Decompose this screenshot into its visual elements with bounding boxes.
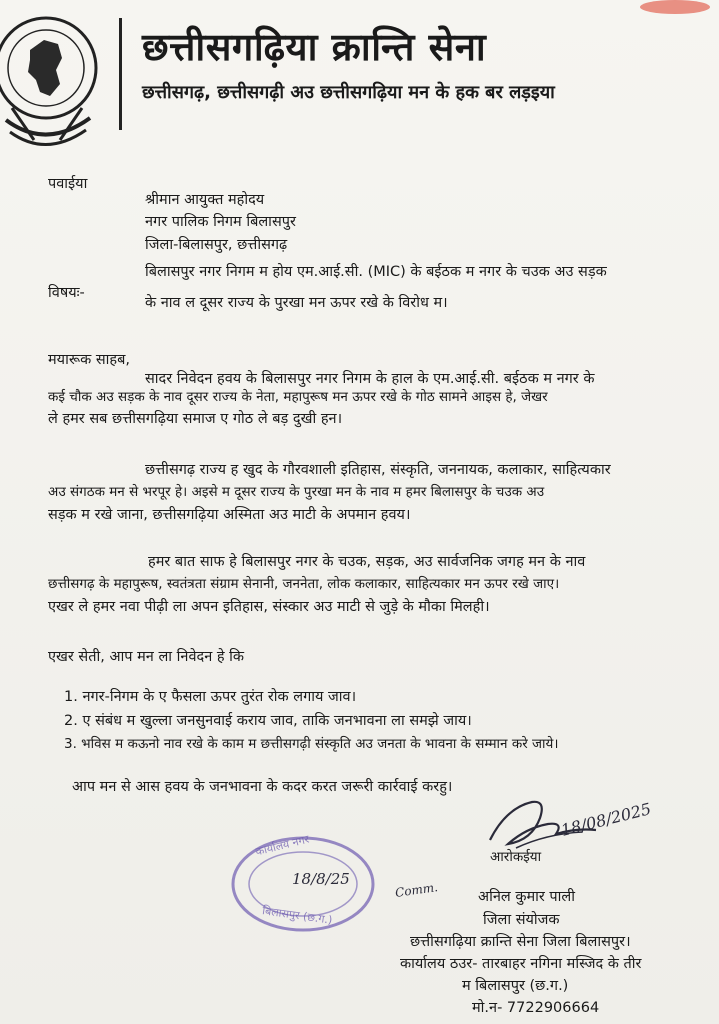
applicant-label: आरोकईया (490, 849, 542, 865)
scan-artifact (640, 0, 710, 14)
office-address: म बिलासपुर (छ.ग.) (462, 978, 569, 994)
recipient-line: श्रीमान आयुक्त महोदय (145, 192, 265, 208)
paragraph-line: कई चौक अउ सड़क के नाव दूसर राज्य के नेता, महापुरूष मन ऊपर रखे के गोठ सामने आइस हे, जेखर (48, 389, 548, 405)
signatory-designation: जिला संयोजक (483, 912, 560, 928)
recipient-line: जिला-बिलासपुर, छत्तीसगढ़ (145, 237, 288, 253)
office-address: कार्यालय ठउर- तारबाहर नगिना मस्जिद के तीर (400, 956, 642, 972)
paragraph-line: एखर ले हमर नवा पीढ़ी ला अपन इतिहास, संस्कार अउ माटी से जुड़े के मौका मिलही। (48, 599, 490, 615)
paragraph-line: सादर निवेदन हवय के बिलासपुर नगर निगम के हाल के एम.आई.सी. बईठक म नगर के (145, 371, 595, 387)
header-divider (119, 18, 122, 130)
salutation: मयारूक साहब, (48, 352, 130, 368)
demand-item: 2. ए संबंध म खुल्ला जनसुनवाई कराय जाव, ताकि जनभावना ला समझे जाय। (64, 713, 472, 729)
subject-label: विषयः- (48, 285, 85, 301)
recipient-line: नगर पालिक निगम बिलासपुर (145, 214, 296, 230)
subject-line: बिलासपुर नगर निगम म होय एम.आई.सी. (MIC) के बईठक म नगर के चउक अउ सड़क (145, 264, 607, 280)
signatory-name: अनिल कुमार पाली (478, 889, 576, 905)
signatory-organization: छत्तीसगढ़िया क्रान्ति सेना जिला बिलासपुर। (410, 934, 631, 950)
org-name: छत्तीसगढ़िया क्रान्ति सेना (142, 25, 487, 69)
org-tagline: छत्तीसगढ़, छत्तीसगढ़ी अउ छत्तीसगढ़िया मन के हक बर लड़इया (142, 82, 555, 103)
paragraph-line: अउ संगठक मन से भरपूर हे। अइसे म दूसर राज्य के पुरखा मन के नाव म हमर बिलासपुर के चउक अउ (48, 484, 545, 500)
request-intro: एखर सेती, आप मन ला निवेदन हे कि (48, 649, 245, 665)
signature-date: 18/08/2025 (558, 799, 654, 840)
phone-number: मो.न- 7722906664 (472, 1000, 600, 1016)
address-label: पवाईया (48, 176, 88, 192)
stamp-initials: Comm. (394, 880, 439, 900)
paragraph-line: हमर बात साफ हे बिलासपुर नगर के चउक, सड़क, अउ सार्वजनिक जगह मन के नाव (148, 554, 586, 570)
demand-item: 1. नगर-निगम के ए फैसला ऊपर तुरंत रोक लगाय जाव। (64, 689, 357, 705)
paragraph-line: छत्तीसगढ़ के महापुरूष, स्वतंत्रता संग्राम सेनानी, जननेता, लोक कलाकार, साहित्यकार मन ऊपर रखे जाए। (48, 576, 560, 592)
demand-item: 3. भविस म कऊनो नाव रखे के काम म छत्तीसगढ़ी संस्कृति अउ जनता के भावना के सम्मान करे जाये। (64, 736, 559, 752)
paragraph-line: छत्तीसगढ़ राज्य ह खुद के गौरवशाली इतिहास, संस्कृति, जननायक, कलाकार, साहित्यकार (145, 462, 611, 478)
stamp-handwritten-date: 18/8/25 (292, 870, 350, 888)
org-logo-emblem (0, 0, 108, 160)
closing-line: आप मन से आस हवय के जनभावना के कदर करत जरूरी कार्रवाई करहु। (72, 779, 453, 795)
paragraph-line: ले हमर सब छत्तीसगढ़िया समाज ए गोठ ले बड़ दुखी हन। (48, 411, 343, 427)
stamp-bottom-text: बिलासपुर (छ.ग.) (261, 904, 334, 927)
stamp-top-text: कार्यालय नगर (254, 832, 311, 859)
subject-line: के नाव ल दूसर राज्य के पुरखा मन ऊपर रखे के विरोध म। (145, 295, 448, 311)
paragraph-line: सड़क म रखे जाना, छत्तीसगढ़िया अस्मिता अउ माटी के अपमान हवय। (48, 507, 411, 523)
